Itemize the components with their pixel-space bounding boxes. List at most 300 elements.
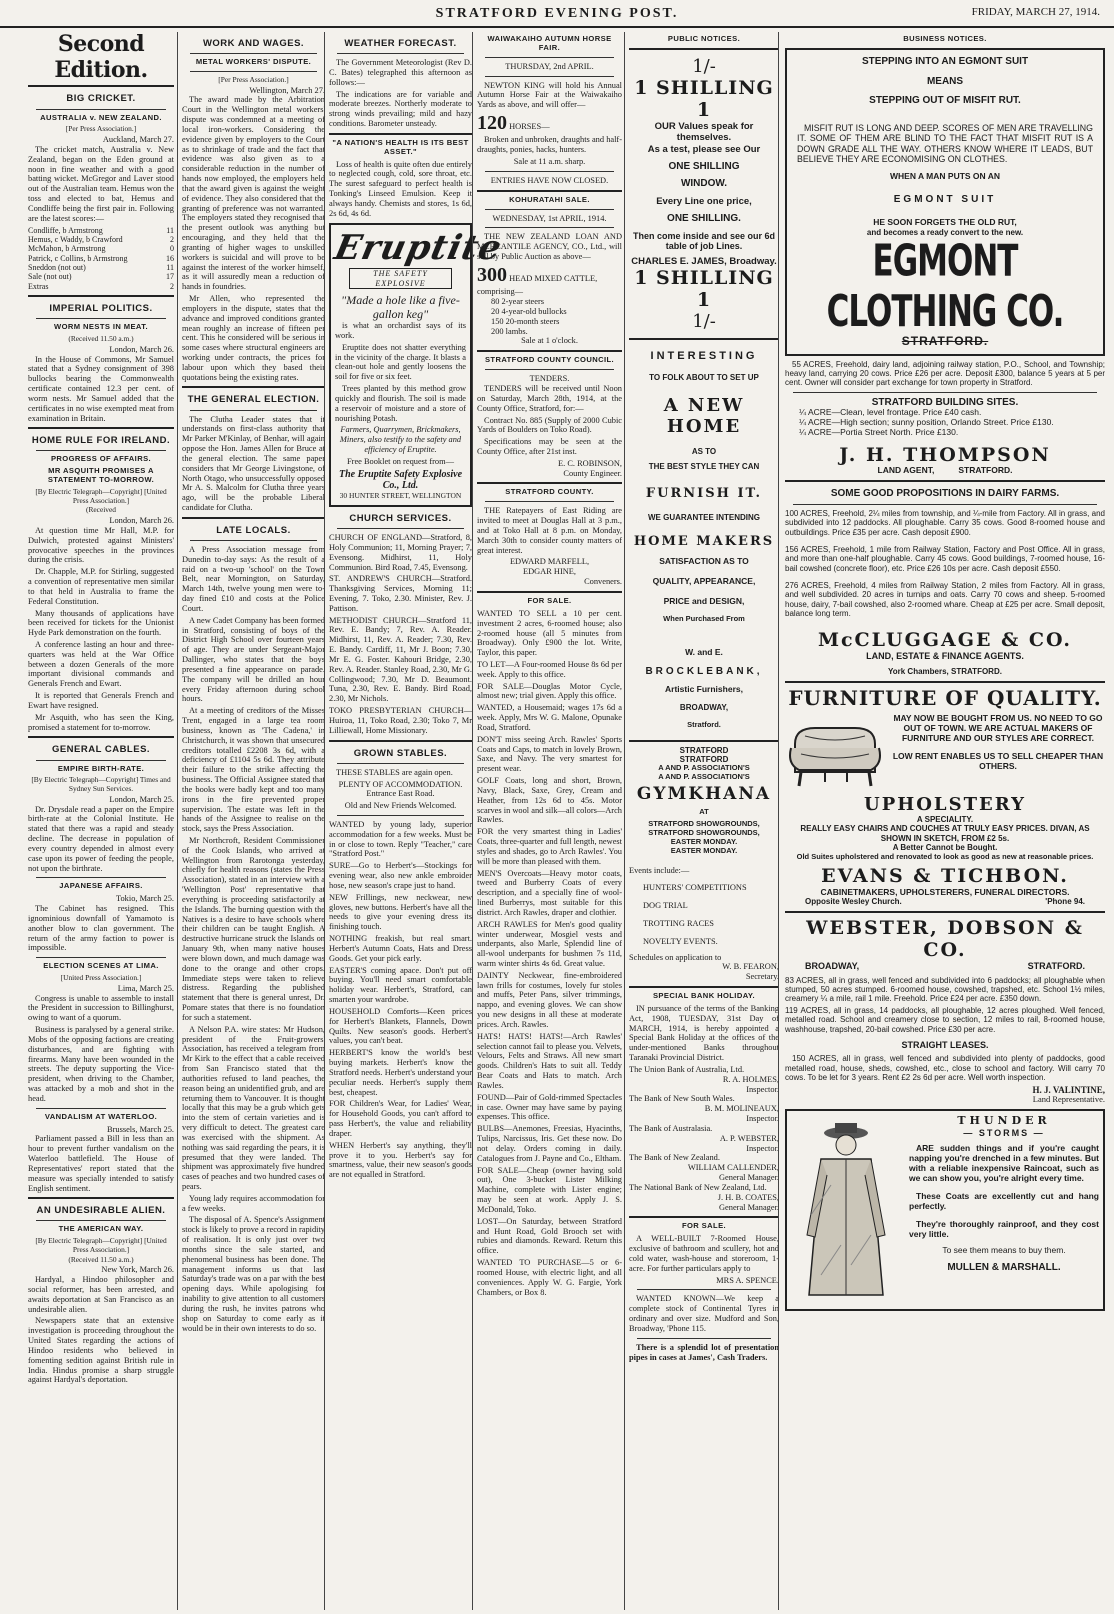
gymkhana-line: STRATFORD SHOWGROUNDS, bbox=[648, 819, 760, 829]
bank-holiday-body: IN pursuance of the terms of the Banking Act, 1908, TUESDAY, 31st Day of MARCH, 1914, is hereby appointed a Special Bank Holiday at the offices of the under-mentioned Banks throughout Taranaki Provincial District. bbox=[629, 1004, 779, 1063]
score-row: Hemus, c Waddy, b Crawford 2 bbox=[28, 234, 174, 244]
brocklebank-line: BROCKLEBANK, bbox=[645, 665, 763, 677]
work-paragraph: Mr Allen, who represented the employers in the dispute, states that the advance and improved conditions granted mean roughly an increase of fifteen per cent. This he considered will be serious in some cases where structural engineers are working under contracts, the prices for labour upon which they based their quotations being the existing rates. bbox=[182, 294, 325, 382]
japanese-heading: JAPANESE AFFAIRS. bbox=[59, 881, 143, 891]
forsale-ad: FOR SALE—Douglas Motor Cycle, almost new; trial given. Apply this office. bbox=[477, 681, 622, 701]
shilling-top: 1/- bbox=[692, 55, 716, 77]
mullen-marshall-ad bbox=[785, 1109, 1105, 1311]
weather-intro: The Government Meteorologist (Rev D. C. Bates) telegraphed this afternoon as follows:— bbox=[329, 58, 472, 87]
forsale-ad: WANTED, a Housemaid; wages 17s 6d a week. Apply, Mrs W. G. Malone, Opunake Road, Stratford. bbox=[477, 703, 622, 732]
homerule-paragraph: Mr Asquith, who has seen the King, promised a statement for to-morrow. bbox=[28, 712, 174, 732]
thompson-name: J. H. THOMPSON bbox=[839, 444, 1051, 467]
alien-dateline: New York, March 26. bbox=[101, 1265, 174, 1275]
homerule-dateline: London, March 26. bbox=[109, 516, 174, 526]
cattle-count-label: HEAD MIXED CATTLE, comprising— bbox=[477, 273, 598, 297]
bank-holiday-heading: SPECIAL BANK HOLIDAY. bbox=[652, 991, 756, 1001]
county-heading: STRATFORD COUNTY. bbox=[505, 487, 594, 497]
kohuratahi-date: WEDNESDAY, 1st APRIL, 1914. bbox=[492, 213, 607, 223]
bank-name: The Bank of New Zealand. bbox=[629, 1153, 720, 1163]
col5-forsale-signature: MRS A. SPENCE. bbox=[716, 1275, 779, 1285]
cricket-subheading: AUSTRALIA v. NEW ZEALAND. bbox=[40, 112, 162, 122]
locals-paragraph: The disposal of A. Spence's Assignment stock is likely to prove a record in rapidity of realisation. It is only just over two months since the sale started, and phenomenal business has been done. The management informs us that last Saturday's trade was on a par with the best opening days. While apologising for inability to give attention to all customers during the rush, he invites patrons who shop on Saturday to come early as it would be in their own interests to do so. bbox=[182, 1215, 325, 1333]
upholstery-title: UPHOLSTERY bbox=[864, 794, 1026, 816]
divan-sketch-icon bbox=[785, 714, 885, 794]
bank-signature: WILLIAM CALLENDER, bbox=[687, 1163, 779, 1173]
horse-fair-entries: ENTRIES HAVE NOW CLOSED. bbox=[490, 175, 609, 185]
horse-fair-sale: Sale at 11 a.m. sharp. bbox=[513, 157, 586, 167]
cables-dateline: London, March 25. bbox=[109, 794, 174, 804]
shilling-line: 1 SHILLING 1 bbox=[634, 267, 774, 312]
column-5 bbox=[624, 32, 779, 1610]
forsale-ad: MEN'S Overcoats—Heavy motor coats, tweed and Burberry Coats of every description, and a specially fine of wool-lined Burberrys, most suitable for this district. Arch Rawles, draper and clothier. bbox=[477, 868, 622, 917]
brocklebank-line: Stratford. bbox=[687, 719, 721, 729]
japanese-body: The Cabinet has resigned. This ignominious downfall of Yamamoto is another blow to clan government. The return of the army faction to power is impossible. bbox=[28, 904, 174, 953]
classified-ad: HOUSEHOLD Comforts—Keen prices for Herbert's Blankets, Flannels, Down Quilts. New season's goods. Herbert's values, you can't beat. bbox=[329, 1006, 472, 1046]
bank-signature: B. M. MOLINEAUX, bbox=[704, 1104, 779, 1114]
alien-received: (Received 11.50 a.m.) bbox=[68, 1254, 134, 1264]
egmont-clothing-ad bbox=[785, 48, 1105, 356]
webster-listings bbox=[785, 976, 1105, 1034]
dairy-farms-heading: SOME GOOD PROPOSITIONS IN DAIRY FARMS. bbox=[830, 488, 1060, 500]
work-paragraph: The award made by the Arbitration Court in the Wellington metal workers' dispute was condemned at a meeting of local iron-workers. Considering the evidence given by employers to the Court as to shrinkage of trade and the fact that evidence was also given as to a considerable reduction in the number of hands now employed, the employers held that the award given is against the weight of evidence. They also considered that the granting of preference was not warranted. The employers stated they recognised that the present outlook was anything but encouraging, and they held that the granting of higher wages to unskilled workers is suicidal and will prove to be against the interest of the worker himself, as it will assuredly mean a reduction of hands in foundries. bbox=[182, 95, 325, 292]
lima-heading: ELECTION SCENES AT LIMA. bbox=[43, 961, 159, 971]
gymkhana-line: EASTER MONDAY. bbox=[670, 836, 738, 846]
forsale-ad: TO LET—A Four-roomed House 8s 6d per week. Apply to this office. bbox=[477, 659, 622, 679]
evans-tichbon-desc: CABINETMAKERS, UPHOLSTERERS, FUNERAL DIRECTORS. bbox=[820, 886, 1070, 897]
cattle-item: 150 20-month steers bbox=[491, 316, 560, 326]
brocklebank-line: When Purchased From bbox=[663, 614, 745, 624]
webster-listing: 119 ACRES, all in grass, 14 paddocks, all ploughable, 12 acres ploughed. Well fenced, metalled road. School and creamery close to section, 12 miles to rail, 8-roomed house, washhouse, trapshed, 20-bail cowshed. Price £30 per acre. bbox=[785, 1005, 1105, 1034]
stables-heading: GROWN STABLES. bbox=[353, 747, 448, 759]
egmont-logo: EGMONT CLOTHING CO. bbox=[826, 236, 1064, 338]
shilling-body: As a test, please see Our bbox=[647, 143, 761, 155]
eruptite-paragraph: Farmers, Quarrymen, Brickmakers, Miners, also testify to the safety and efficiency of Eruptite. bbox=[339, 425, 462, 455]
forsale-ad: FOR the very smartest thing in Ladies' Coats, three-quarter and full length, newest styles and shades, go to Arch Rawles'. You will be more than pleased with them. bbox=[477, 827, 622, 866]
brocklebank-line: TO FOLK ABOUT TO SET UP bbox=[649, 373, 759, 383]
gymkhana-line: A AND P. ASSOCIATION'S bbox=[658, 763, 750, 773]
eruptite-paragraph: Eruptite does not shatter everything in the vicinity of the charge. It blasts a clean-out hole and gently loosens the soil for five or six feet. bbox=[335, 342, 466, 382]
weather-heading: WEATHER FORECAST. bbox=[344, 38, 457, 49]
thunder-body: ARE sudden things and if you're caught napping you're drenched in a few minutes. But with a reliable inexpensive Raincoat, such as we can show you, you're alright every time. bbox=[909, 1143, 1099, 1184]
cables-subheading: EMPIRE BIRTH-RATE. bbox=[57, 763, 145, 773]
council-signature: E. C. ROBINSON, bbox=[558, 458, 622, 468]
shilling-signature: CHARLES E. JAMES, Broadway. bbox=[631, 255, 777, 267]
forsale-ad: LOST—On Saturday, between Stratford and Hunt Road, Gold Brooch set with rubies and diamonds. Reward. Return this office. bbox=[477, 1216, 622, 1256]
homerule-paragraph: Dr. Chapple, M.P. for Stirling, suggested a convention of representative men similar to that held in Australia to frame the Federal Constitution. bbox=[28, 567, 174, 606]
egmont-line: STEPPING OUT OF MISFIT RUT. bbox=[869, 95, 1021, 107]
bank-signature-title: Inspector. bbox=[746, 1114, 779, 1124]
county-signature-title: Conveners. bbox=[584, 577, 622, 587]
bank-list bbox=[629, 1065, 779, 1212]
valintine-signature: H. J. VALINTINE, bbox=[1032, 1084, 1105, 1095]
evans-tichbon-phone: 'Phone 94. bbox=[1045, 897, 1085, 907]
building-sites bbox=[785, 408, 1105, 438]
furniture-line: A Better Cannot be Bought. bbox=[892, 843, 998, 853]
church-item: CHURCH OF ENGLAND—Stratford, 8, Holy Communion; 11, Morning Prayer; 7, Evensong. Midhirst, 11, Holy Communion. Bird Road, 7.45, Evensong. bbox=[329, 533, 472, 572]
thunder-line: These Coats are excellently cut and hang perfectly. bbox=[909, 1191, 1099, 1212]
bank-signature: R. A. HOLMES, bbox=[722, 1074, 779, 1084]
cattle-item: 200 lambs. bbox=[491, 326, 528, 336]
pipes-ad: There is a splendid lot of presentation pipes in cases at James', Cash Traders. bbox=[629, 1342, 779, 1362]
waterloo-dateline: Brussels, March 25. bbox=[107, 1124, 174, 1134]
bank-signature: A. P. WEBSTER, bbox=[719, 1133, 779, 1143]
health-body: Loss of health is quite often due entirely to neglected cough, cold, sore throat, etc. The surest safeguard to perfect health is Tonking's Linseed Emulsion. Keep it always handy. Chemists and stores, 1s 6d, 2s 6d, 4s 6d. bbox=[329, 159, 472, 218]
forsale-list bbox=[477, 609, 622, 1297]
forsale-ad: FOR SALE—Cheap (owner having sold out), One 3-bucket Lister Milking Machine, complete with Lister engine; may be seen at work. Apply J. S. McDonald, Toko. bbox=[477, 1165, 622, 1214]
lima-paragraph: Congress is unable to assemble to install the President in succession to Billinghurst, owing to want of a quorum. bbox=[28, 993, 174, 1023]
column-2 bbox=[177, 32, 325, 1610]
cattle-count: 300 bbox=[477, 263, 507, 286]
stables-paragraph: THESE STABLES are again open. bbox=[336, 767, 453, 777]
egmont-line: STEPPING INTO AN EGMONT SUIT bbox=[861, 55, 1029, 67]
gymkhana-line: STRATFORD bbox=[679, 754, 729, 764]
webster-dobson-street: BROADWAY, bbox=[805, 961, 860, 972]
score-row: Sneddon (not out) 11 bbox=[28, 263, 174, 272]
bank-name: The Bank of New South Wales. bbox=[629, 1094, 735, 1104]
homerule-heading: HOME RULE FOR IRELAND. bbox=[31, 435, 171, 447]
mccluggage-name: McCLUGGAGE & CO. bbox=[817, 628, 1073, 651]
building-site: ¼ ACRE—High section; sunny position, Orlando Street. Price £130. bbox=[799, 417, 1054, 428]
alien-heading: AN UNDESIRABLE ALIEN. bbox=[36, 1205, 166, 1217]
alien-subheading: THE AMERICAN WAY. bbox=[58, 1224, 144, 1234]
edition-banner: Second Edition. bbox=[28, 32, 174, 87]
forsale-ad: DAINTY Neckwear, fine-embroidered lawn frills for costumes, lovely fur stoles and muffs, Peter Pans, silver trimmings, nappo, and evening gloves. We can show you new designs in all these at moderate prices. Arch. Rawles. bbox=[477, 970, 622, 1029]
eruptite-paragraph: is what an orchardist says of its work. bbox=[335, 321, 466, 340]
business-notices-heading: BUSINESS NOTICES. bbox=[903, 34, 987, 43]
furniture-line: A SPECIALITY. bbox=[916, 815, 974, 825]
council-contract: Contract No. 885 (Supply of 2000 Cubic Yards of Boulders on Toko Road). bbox=[477, 415, 622, 435]
cricket-body: The cricket match, Australia v. New Zealand, began on the Eden ground at noon in fine weather and with a good batting wicket. McGregor and Laver stood out of the Australian team. Hemus won the toss and elected to bat, Hemus and Condliffe being the first pair in. Following are the latest scores:— bbox=[28, 144, 174, 223]
gymkhana-events bbox=[629, 883, 779, 946]
council-signature-title: County Engineer. bbox=[563, 468, 622, 478]
webster-dobson-name: WEBSTER, DOBSON & CO. bbox=[806, 916, 1084, 962]
council-heading: STRATFORD COUNTY COUNCIL. bbox=[484, 355, 615, 365]
horse-fair-body: NEWTON KING will hold his Annual Autumn Horse Fair at the Waiwakaiho Yards as above, and will offer— bbox=[477, 80, 622, 110]
work-heading: WORK AND WAGES. bbox=[202, 38, 305, 49]
bank-name: The Bank of Australasia. bbox=[629, 1123, 713, 1133]
church-heading: CHURCH SERVICES. bbox=[349, 512, 452, 524]
brocklebank-line: W. and E. bbox=[685, 646, 723, 657]
forsale-ad: ARCH RAWLES for Men's good quality winter underwear, Mosgiel vests and underpants, also Marle, Splendid line of all-wool underpants for bushmen 7s 11d, warm winter shirts 4s 6d. Great value. bbox=[477, 919, 622, 968]
straight-lease-listing: 150 ACRES, all in grass, well fenced and subdivided into plenty of paddocks, good metalled road, house, sheds, cowshed, etc., close to school and factory. Will carry 70 cows. To be let for 3 years. Rent £2 2s 6d per acre. Well worth inspection. bbox=[785, 1054, 1105, 1083]
column-4 bbox=[472, 32, 622, 1610]
score-row: Sale (not out) 17 bbox=[28, 272, 174, 282]
shilling-line: 1 SHILLING 1 bbox=[634, 76, 774, 122]
bank-name: The Union Bank of Australia, Ltd. bbox=[629, 1064, 745, 1074]
thunder-line: They're thoroughly rainproof, and they cost very little. bbox=[909, 1218, 1099, 1239]
valintine-title: Land Representative. bbox=[1032, 1094, 1105, 1105]
thunder-subtitle: — STORMS — bbox=[963, 1127, 1045, 1138]
council-spec: Specifications may be seen at the County Office, after 21st inst. bbox=[477, 437, 622, 456]
horse-count: 120 bbox=[477, 112, 507, 135]
mullen-marshall-name: MULLEN & MARSHALL. bbox=[947, 1261, 1061, 1273]
egmont-line: WHEN A MAN PUTS ON AN bbox=[889, 171, 1001, 182]
evans-tichbon-address: Opposite Wesley Church. bbox=[805, 897, 902, 907]
brocklebank-line: AS TO bbox=[691, 446, 717, 456]
locals-paragraph: Mr Northcroft, Resident Commissioner of the Cook Islands, who arrived at Wellington from Rarotonga yesterday, chiefly for health reasons (states the Press Association), stated in an interview with a 'Wellington Post' representative that everything is proceeding satisfactorily at the Islands. The burning question with the Natives is a desire to have schools where their children can be taught English. A destructive hurricane struck the Islands on January 9th, when many native houses were blown down, and much damage was done to the orange and other crops. Immediate steps were taken to relieve distress. Regarding the published statement that there is general unrest, Dr. Pomare states that there is no foundation for such a statement. bbox=[182, 836, 325, 1022]
dairy-farm: 156 ACRES, Freehold, 1 mile from Railway Station, Factory and Post Office. All in grass, and more than one-half ploughable. Carry 45 cows. Good buildings, 7-roomed house, 16-bail cowshed (concrete floor), etc. Price £26 10s per acre. Cash deposit £550. bbox=[785, 545, 1105, 573]
bank-signature-title: Inspector. bbox=[746, 1084, 779, 1094]
work-agency: [Per Press Association.] bbox=[218, 74, 289, 84]
column-6 bbox=[778, 32, 1105, 1610]
brocklebank-line: WE GUARANTEE INTENDING bbox=[648, 512, 760, 522]
brocklebank-line: BROADWAY, bbox=[679, 703, 729, 713]
homerule-subheading: PROGRESS OF AFFAIRS. bbox=[50, 454, 152, 464]
homerule-agency: [By Electric Telegraph—Copyright] [United Press Association.] bbox=[35, 487, 167, 505]
brocklebank-line: INTERESTING bbox=[650, 350, 758, 363]
thompson-listing: 55 ACRES, Freehold, dairy land, adjoining railway station, P.O., School, and Township; heavy land, carrying 20 cows. Price £26 per acre. Deposit £300, balance 5 years at 5 per cent. Owner will consider part exchange for town property in Stratford. bbox=[785, 359, 1105, 388]
classified-ad: SURE—Go to Herbert's—Stockings for evening wear, also new ankle embroider hose, new season's crape just to hand. bbox=[329, 861, 472, 890]
homerule-paragraph: At question time Mr Hall, M.P. for Dulwich, protested against Ministers' provocative speeches in the provinces during the crisis. bbox=[28, 525, 174, 565]
homerule-paragraph: Many thousands of applications have been received for tickets for the Unionist Hyde Park demonstration on the fourth. bbox=[28, 608, 174, 638]
locals-paragraph: Young lady requires accommodation for a few weeks. bbox=[182, 1193, 325, 1213]
gymkhana-line: A AND P. ASSOCIATION'S bbox=[658, 772, 750, 782]
county-signature: EDWARD MARFELL, bbox=[509, 557, 590, 567]
stables-paragraph: Old and New Friends Welcomed. bbox=[344, 801, 457, 811]
classified-ad: WANTED by young lady, superior accommodation for a few weeks. Must be in or close to town. Reply "Teacher," care "Stratford Post." bbox=[329, 820, 472, 859]
brocklebank-ad bbox=[629, 344, 779, 735]
work-subheading: METAL WORKERS' DISPUTE. bbox=[195, 57, 312, 67]
election-heading: THE GENERAL ELECTION. bbox=[187, 394, 320, 406]
gymkhana-schedules: Schedules on application to bbox=[629, 952, 722, 962]
eruptite-logo: Eruptite bbox=[330, 227, 506, 268]
col5-forsale-heading: FOR SALE. bbox=[681, 1221, 727, 1231]
county-signature: EDGAR HINE, bbox=[522, 567, 577, 577]
kohuratahi-sale: Sale at 1 o'clock. bbox=[521, 336, 578, 346]
alien-agency: [By Electric Telegraph—Copyright] [United Press Association.] bbox=[35, 1236, 167, 1254]
gymkhana-ad bbox=[629, 746, 779, 983]
thunder-line: To see them means to buy them. bbox=[942, 1244, 1066, 1255]
health-heading: "A NATION'S HEALTH IS ITS BEST ASSET." bbox=[332, 137, 469, 156]
gymkhana-event: NOVELTY EVENTS. bbox=[643, 936, 718, 946]
classified-ad: NEW Frillings, new neckwear, new gloves, new buttons. Herbert's have all the needs to give your evening dress its finishing touch. bbox=[329, 892, 472, 932]
weather-body: The indications are for variable and moderate breezes. Northerly moderate to strong winds prevailing; mild and hazy conditions. Barometer unsteady. bbox=[329, 89, 472, 129]
eruptite-quote: "Made a hole like a five-gallon keg" bbox=[341, 293, 460, 322]
cables-heading: GENERAL CABLES. bbox=[51, 744, 151, 756]
egmont-line: and becomes a ready convert to the new. bbox=[866, 227, 1024, 237]
eruptite-tagline: THE SAFETY EXPLOSIVE bbox=[349, 268, 452, 289]
building-site: ¼ ACRE—Portia Street North. Price £130. bbox=[799, 427, 959, 438]
score-row: Condliffe, b Armstrong 11 bbox=[28, 225, 174, 235]
eruptite-address: 30 HUNTER STREET, WELLINGTON bbox=[339, 491, 462, 501]
shilling-line: Every Line one price, bbox=[656, 196, 752, 208]
shilling-body: OUR Values speak for themselves. bbox=[654, 121, 754, 144]
locals-paragraph: At a meeting of creditors of the Misses Trent, engaged in a large tea room business, known as 'The Cadena,' in Christchurch, it was shown that unsecured creditors totalled £2208 3s 6d, with a deficiency of £1104 5s 6d. They attribute their failure to the strike affecting the business. The Official Assignee stated that the books were badly kept and too many irons in the fire prevented proper supervision. The estate was left in the hands of the Assignee to realise on the stock, says the Press Association. bbox=[182, 706, 325, 834]
thompson-title: LAND AGENT, bbox=[877, 465, 935, 476]
imperial-body: In the House of Commons, Mr Samuel stated that a Sydney consignment of 398 bullocks bearing the Commonwealth certificate contained 12.3 per cent. of worm nests. Mr Samuel added that the certificates in no wise exempted meat from examination in Britain. bbox=[28, 354, 174, 423]
egmont-line: HE SOON FORGETS THE OLD RUT, bbox=[873, 216, 1017, 227]
issue-date: FRIDAY, MARCH 27, 1914. bbox=[971, 6, 1100, 18]
election-body: The Clutha Leader states that it understands on first-class authority that Mr Parker M'Kinlay, of Benhar, will again oppose the Hon. James Allen for Bruce at the general election. The same paper considers that Mr George Livingstone, of North Otago, who unsuccessfully opposed Mr A. S. Malcolm for Clutha three years ago, will be the probable Liberal candidate for Clutha. bbox=[182, 414, 325, 513]
cricket-heading: BIG CRICKET. bbox=[66, 93, 136, 105]
dairy-farm: 100 ACRES, Freehold, 2¼ miles from township, and ¼-mile from Factory. All in grass, and subdivided into 12 paddocks. All ploughable. Carry 35 cows. Good 8-roomed house and outbuildings. Price £35 per acre. Cash deposit £900. bbox=[785, 508, 1105, 537]
shilling-body: Then come inside and see our 6d table of job Lines. bbox=[632, 230, 776, 252]
egmont-town: STRATFORD. bbox=[901, 333, 989, 348]
brocklebank-line: A NEW HOME bbox=[663, 394, 745, 437]
column-1 bbox=[28, 32, 174, 1610]
shilling-line: ONE SHILLING. bbox=[667, 213, 741, 225]
bank-signature-title: General Manager. bbox=[719, 1202, 779, 1212]
dairy-farm: 276 ACRES, Freehold, 4 miles from Railway Station, 2 miles from Factory. All in grass, and well subdivided. 20 acres in turnips and oats. Carry 70 cows and sheep. 5-roomed house, dairy, 7-bail cowshed, also 2-roomed whare. Cheap at £25 per acre. Small deposit, balance long term. bbox=[785, 581, 1105, 619]
mccluggage-desc: LAND, ESTATE & FINANCE AGENTS. bbox=[866, 650, 1024, 661]
webster-listing: 83 ACRES, all in grass, well fenced and subdivided into 6 paddocks; all ploughable when stumped, 50 acres stumped. 6-roomed house, cowshed, trapshed, etc. School 1½ miles, creamery ¼ a mile, rail 1 mile. Freehold. Price £24 per acre. £350 down. bbox=[785, 975, 1105, 1004]
brocklebank-line: PRICE and DESIGN, bbox=[663, 596, 745, 607]
furniture-ad bbox=[785, 687, 1105, 907]
homerule-paragraph: A conference lasting an hour and three-quarters was held at the War Office between a dozen Generals of the more important divisional commands and Generals French and Ewart. bbox=[28, 639, 174, 689]
bank-signature-title: General Manager. bbox=[719, 1173, 779, 1183]
horse-count-label: HORSES— bbox=[509, 122, 550, 132]
gymkhana-line: STRATFORD bbox=[679, 745, 729, 755]
locals-paragraph: A Press Association message from Dunedin to-day says: As the result of a raid on a two-up 'school' on the Town Belt, near Mornington, on Saturday, March 14th, twelve young men were to-day fined £10 and costs at the Police Court. bbox=[182, 544, 325, 613]
shilling-line: ONE SHILLING bbox=[668, 160, 740, 172]
public-notices-heading: PUBLIC NOTICES. bbox=[667, 34, 741, 43]
raincoat-man-icon bbox=[791, 1115, 901, 1305]
score-row: Patrick, c Collins, b Armstrong 16 bbox=[28, 253, 174, 263]
thompson-ad bbox=[785, 360, 1105, 483]
japanese-dateline: Tokio, March 25. bbox=[115, 894, 174, 904]
horse-fair-date: THURSDAY, 2nd APRIL. bbox=[505, 61, 594, 71]
gymkhana-signature-title: Secretary. bbox=[745, 972, 779, 982]
bank-signature-title: Inspector. bbox=[746, 1143, 779, 1153]
forsale-ad: FOUND—Pair of Gold-rimmed Spectacles in case. Owner may have same by paying expenses. This office. bbox=[477, 1092, 622, 1122]
work-dateline: Wellington, March 27. bbox=[249, 85, 325, 95]
imperial-dateline: London, March 26. bbox=[109, 344, 174, 354]
classified-ad: WHEN Herbert's say anything, they'll prove it to you. Herbert's say for smartness, value, their new season's goods are not equalled in Stratford. bbox=[329, 1140, 472, 1180]
county-body: THE Ratepayers of East Riding are invited to meet at Douglas Hall at 3 p.m., and at Toko Hall at 8 p.m. on Monday, March 30th to consider county matters of great interest. bbox=[477, 506, 622, 555]
homerule-subheading-2: MR ASQUITH PROMISES A STATEMENT TO-MORROW. bbox=[47, 466, 155, 485]
classified-ad: EASTER'S coming apace. Don't put off buying. You'll need smart comfortable holiday wear. Herbert's, Stratford, can smarten your wardrobe. bbox=[329, 965, 472, 1005]
egmont-body: MISFIT RUT IS LONG AND DEEP. SCORES OF MEN ARE TRAVELLING IT. SOME OF THEM ARE BLIND TO THE FACT THAT MISFIT RUT IS A DOWN GRADE ALL THE WAY. OTHERS KNOW WHERE IT LEADS, BUT BELIEVE THEY ARE ECONOMISING ON CLOTHES. bbox=[797, 122, 1093, 164]
thompson-town: STRATFORD. bbox=[958, 465, 1013, 476]
classified-ad: NOTHING freakish, but real smart. Herbert's Autumn Coats, Hats and Dress Goods. Get your pick early. bbox=[329, 934, 472, 963]
col5-forsale-body: A WELL-BUILT 7-Roomed House, exclusive of bathroom and scullery, hot and cold water, wash-house and storeroom, 1-acre. For further particulars apply to bbox=[629, 1234, 779, 1273]
imperial-subheading: WORM NESTS IN MEAT. bbox=[54, 322, 148, 332]
gymkhana-title: GYMKHANA bbox=[636, 783, 772, 804]
evans-tichbon-name: EVANS & TICHBON. bbox=[821, 865, 1069, 888]
kohuratahi-heading: KOHURATAHI SALE. bbox=[509, 194, 590, 204]
alien-paragraph: Newspapers state that an extensive investigation is proceeding throughout the United States regarding the actions of Hindoo residents who believed in fomenting sedition against British rule in India. Hindus promise a sharp struggle against Hardyal's deportation. bbox=[28, 1316, 174, 1385]
masthead bbox=[0, 0, 1114, 28]
church-item: TOKO PRESBYTERIAN CHURCH—Huiroa, 11, Toko Road, 2.30; Toko 7, Mr Lilliewall, Home Missionary. bbox=[329, 706, 472, 735]
building-sites-heading: STRATFORD BUILDING SITES. bbox=[871, 396, 1019, 408]
homerule-received: (Received bbox=[86, 505, 116, 515]
gymkhana-line: STRATFORD SHOWGROUNDS, bbox=[648, 828, 760, 838]
forsale-ad: WANTED TO SELL a 10 per cent. investment 2 acres, 6-roomed house; also 2-roomed house (all 5 minutes from Broadway). Only £900 the lot. Write, Taylor, this paper. bbox=[477, 608, 622, 658]
gymkhana-event: DOG TRIAL bbox=[643, 901, 688, 911]
gymkhana-event: HUNTERS' COMPETITIONS bbox=[643, 883, 747, 893]
furniture-line: Old Suites upholstered and renovated to look as good as new at reasonable prices. bbox=[796, 851, 1094, 861]
brocklebank-line: Artistic Furnishers, bbox=[665, 684, 743, 695]
kohuratahi-body: THE NEW ZEALAND LOAN AND MERCANTILE AGENCY, CO., Ltd., will sell by Public Auction as above— bbox=[477, 232, 622, 262]
imperial-received: (Received 11.50 a.m.) bbox=[68, 334, 134, 344]
lima-agency: [United Press Association.] bbox=[60, 973, 142, 983]
brocklebank-line: SATISFACTION AS TO bbox=[659, 556, 749, 567]
classified-ad: FOR Children's Wear, for Ladies' Wear, for Household Goods, you can't afford to pass Herbert's, the value and reliability draper. bbox=[329, 1099, 472, 1138]
egmont-line: EGMONT SUIT bbox=[893, 194, 997, 205]
gymkhana-line: AT bbox=[699, 806, 709, 816]
forsale-ad: DON'T miss seeing Arch. Rawles' Sports Coats and Caps, to match in lovely Brown, Saxe, and Navy. The very smartest for present wear. bbox=[477, 734, 622, 774]
eruptite-paragraph: Free Booklet on request from— bbox=[347, 456, 454, 466]
brocklebank-line: THE BEST STYLE THEY CAN bbox=[648, 462, 760, 472]
cattle-item: 80 2-year steers bbox=[491, 297, 545, 307]
furniture-title: FURNITURE OF QUALITY. bbox=[788, 685, 1102, 710]
brocklebank-line: FURNISH IT. bbox=[645, 485, 763, 501]
waterloo-heading: VANDALISM AT WATERLOO. bbox=[44, 1111, 158, 1121]
straight-leases-heading: STRAIGHT LEASES. bbox=[901, 1039, 989, 1050]
homerule-paragraph: It is reported that Generals French and Ewart have resigned. bbox=[28, 691, 174, 710]
locals-paragraph: A new Cadet Company has been formed in Stratford, consisting of boys of the District High School over fourteen years of age. They are under Sergeant-Major Dallinger, who states that the boys presented a fine appearance on parade. The company will be drilled an hour every Friday afternoon during school hours. bbox=[182, 615, 325, 704]
furniture-line: LOW RENT ENABLES US TO SELL CHEAPER THAN OTHERS. bbox=[892, 750, 1104, 771]
forsale-ad: GOLF Coats, long and short, Brown, Navy, Black, Saxe, Grey, Cream and Heather, from 12s 6d to 45s. Motor scarves in wool and silk—all colors—Arch Rawles. bbox=[477, 776, 622, 825]
forsale-ad: WANTED TO PURCHASE—5 or 6-roomed House, with electric light, and all conveniences. Apply W. G. Fargie, York Chambers, or Box 8. bbox=[477, 1258, 622, 1297]
forsale-heading: FOR SALE. bbox=[527, 595, 572, 605]
locals-paragraph: A Nelson P.A. wire states: Mr Hudson, president of the Fruit-growers' Association, has received a telegram from Mr Kirk to the effect that a cable received from San Francisco stated that the authorities refused to land peaches, the reason being an unidentified grub, and are returning them to Vancouver. It is thought locally that this may be a grub which gets into the stem of certain varieties and is very difficult to detect. The greatest care was exercised with the shipment. As nothing was said regarding the pears, it is presumed that they were landed. The shipment was approximately five hundred cases of peaches and two hundred cases of pears. bbox=[182, 1024, 325, 1191]
locals-heading: LATE LOCALS. bbox=[216, 524, 291, 536]
waterloo-body: Parliament passed a Bill in less than an hour to prevent further vandalism on the Waterloo battlefield. The House of Representatives' report stated that the measure was specially intended to satisfy English sentiment. bbox=[28, 1134, 174, 1193]
score-row: McMahon, b Armstrong 0 bbox=[28, 244, 174, 254]
alien-paragraph: Hardyal, a Hindoo philosopher and social reformer, has been arrested, and awaits deportation at San Francisco as an undesirable alien. bbox=[28, 1275, 174, 1314]
classifieds-list bbox=[329, 820, 472, 1180]
tyres-ad: WANTED KNOWN—We keep a complete stock of Continental Tyres in ordinary and over size. Mudford and Son, Broadway, 'Phone 115. bbox=[629, 1294, 779, 1333]
dairy-farms-list bbox=[785, 509, 1105, 619]
council-body: TENDERS will be received until Noon on Saturday, March 28th, 1914, at the County Office, Stratford, for:— bbox=[477, 384, 622, 413]
brocklebank-line: QUALITY, APPEARANCE, bbox=[652, 576, 756, 587]
building-site: ¼ ACRE—Clean, level frontage. Price £40 cash. bbox=[799, 407, 982, 418]
eruptite-paragraph: Trees planted by this method grow quickly and flourish. The soil is made a reservoir of moisture and a store of nourishing Potash. bbox=[335, 384, 466, 423]
forsale-ad: HATS! HATS! HATS!—Arch Rawles' selection cannot fail to please you. Velvets, Velours, Felts and Straws. All new smart goods. Children's Hats to suit all. Teddy Bear Coats and Hats to match. Arch Rawles. bbox=[477, 1031, 622, 1090]
council-subheading: TENDERS. bbox=[529, 374, 570, 384]
gymkhana-event: TROTTING RACES bbox=[643, 918, 714, 928]
cattle-list bbox=[477, 297, 622, 336]
newspaper-title: STRATFORD EVENING POST. bbox=[435, 6, 679, 21]
cables-body: Dr. Drysdale read a paper on the Empire birth-rate at the Colonial Institute. He stated that there was a rapid and steady decline. The decrease in population of every country depended in almost every case upon its power of feeding the people, not upon the birthrate. bbox=[28, 804, 174, 873]
egmont-line: MEANS bbox=[926, 75, 964, 87]
bank-signature: J. H. B. COATES, bbox=[717, 1192, 779, 1202]
forsale-ad: BULBS—Anemones, Freesias, Hyacinths, Tulips, Narcissus, Iris. Get these now. Do not delay. Orders coming in daily. Catalogues from J. Payne and Co., Eltham. bbox=[477, 1124, 622, 1163]
cricket-agency: [Per Press Association.] bbox=[65, 124, 137, 134]
score-row: Extras 2 bbox=[28, 281, 174, 291]
eruptite-company: The Eruptite Safety Explosive Co., Ltd. bbox=[338, 468, 463, 492]
brocklebank-line: HOME MAKERS bbox=[633, 534, 775, 550]
church-item: ST. ANDREW'S CHURCH—Stratford. Thanksgiving Services, Morning 11; Evening, 7. Toko, 2.30. Minister, Rev. J. Pattison. bbox=[329, 574, 472, 613]
shilling-ad bbox=[629, 54, 779, 335]
classified-ad: HERBERT'S know the world's best buying markets. Herbert's know the Stratford needs. Herbert's understand your peculiar needs. Herbert's supply them best, cheapest. bbox=[329, 1048, 472, 1097]
bank-name: The National Bank of New Zealand, Ltd. bbox=[629, 1182, 767, 1192]
horse-fair-desc: Broken and unbroken, draughts and half-draughts, ponies, hacks, hunters. bbox=[477, 135, 622, 155]
lima-paragraph: Business is paralysed by a general strike. Mobs of the opposing factions are creating disturbances, and are fighting with firearms. Many have been wounded in the streets. The deputy supporting the Vice-president, when driving to the Chamber, was attacked by a mob and shot in the head. bbox=[28, 1025, 174, 1103]
shilling-line: WINDOW. bbox=[680, 178, 728, 190]
furniture-line: MAY NOW BE BOUGHT FROM US. NO NEED TO GO OUT OF TOWN. WE ARE ACTUAL MAKERS OF FURNITURE AND OUR STYLES ARE CORRECT. bbox=[893, 713, 1103, 743]
gymkhana-signature: W. B. FEARON, bbox=[722, 962, 779, 972]
furniture-line: REALLY EASY CHAIRS AND COUCHES AT TRULY EASY PRICES. DIVAN, AS SHOWN IN SKETCH, FROM £2 5s. bbox=[800, 824, 1090, 843]
imperial-heading: IMPERIAL POLITICS. bbox=[49, 303, 153, 315]
shilling-bottom: 1/- bbox=[692, 311, 716, 333]
gymkhana-line: EASTER MONDAY. bbox=[670, 845, 738, 855]
cables-agency: [By Electric Telegraph—Copyright] Times and Sydney Sun Services. bbox=[31, 775, 171, 794]
gymkhana-events-intro: Events include:— bbox=[629, 865, 690, 875]
webster-dobson-ad bbox=[785, 917, 1105, 1105]
church-item: METHODIST CHURCH—Stratford 11, Rev. E. Bandy; 7, Rev. A. Reader. Midhirst, 11, Rev. A. Reader; 7.30, Rev. E. Bandy. Cardiff, 11, Mr J. Boon; 7.30, Mr E. G. Foster. Kahouri Bridge, 2.30, Rev. A. Reader. Stanley Road, 2.30, Mr G. Collingwood; 7.30, Mr D. Beaumont. Tuna, 2.30, Rev. E. Bandy. Bird Road, 2.30, Mr Nichols. bbox=[329, 615, 472, 704]
mccluggage-address: York Chambers, STRATFORD. bbox=[888, 667, 1002, 677]
lima-dateline: Lima, March 25. bbox=[117, 983, 174, 993]
horse-fair-heading: WAIWAKAIHO AUTUMN HORSE FAIR. bbox=[487, 34, 612, 52]
cattle-item: 20 4-year-old bullocks bbox=[491, 307, 567, 316]
cricket-scores bbox=[28, 226, 174, 292]
thunder-title: THUNDER bbox=[957, 1113, 1051, 1127]
stables-paragraph: PLENTY OF ACCOMMODATION. Entrance East Road. bbox=[338, 779, 463, 799]
church-list bbox=[329, 533, 472, 736]
cricket-dateline: Auckland, March 27. bbox=[102, 135, 174, 145]
